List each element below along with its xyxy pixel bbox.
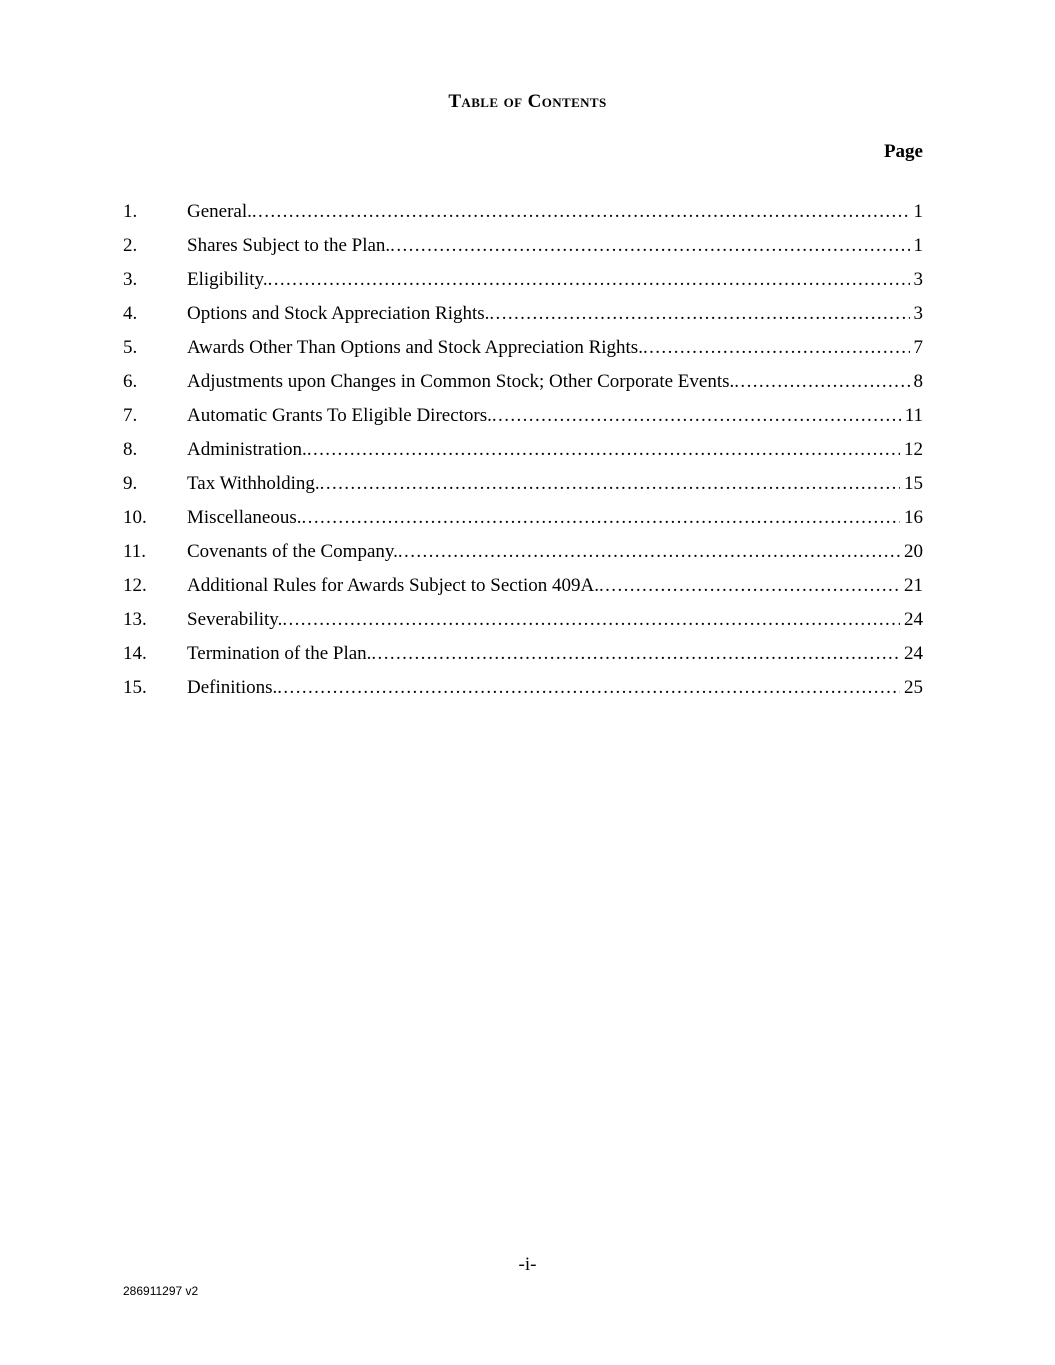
toc-entry-page: 25	[904, 677, 923, 698]
toc-entry-number: 5.	[123, 337, 138, 358]
footer-page-number: -i-	[518, 1254, 537, 1275]
toc-entry-page: 16	[904, 507, 923, 528]
toc-dot-leader	[302, 501, 900, 535]
toc-entry-title: Awards Other Than Options and Stock Appreciation Rights.	[187, 337, 643, 358]
toc-entry	[123, 297, 923, 331]
toc-entry-page: 24	[904, 643, 923, 664]
toc-entry-page: 12	[904, 439, 923, 460]
toc-entry-number: 10.	[123, 507, 147, 528]
toc-entry-title: Additional Rules for Awards Subject to Section 409A.	[187, 575, 599, 596]
toc-entry-number: 15.	[123, 677, 147, 698]
toc-entry-title: Shares Subject to the Plan.	[187, 235, 391, 256]
toc-entry-number: 9.	[123, 473, 138, 494]
toc-dot-leader	[489, 297, 909, 331]
toc-dot-leader	[734, 365, 909, 399]
toc-entry-title: Automatic Grants To Eligible Directors.	[187, 405, 492, 426]
toc-dot-leader	[320, 467, 900, 501]
toc-dot-leader	[282, 603, 900, 637]
toc-entry-title: Eligibility.	[187, 269, 268, 290]
toc-entry	[123, 195, 923, 229]
toc-entry-page: 21	[904, 575, 923, 596]
toc-entry-title: Covenants of the Company.	[187, 541, 398, 562]
toc-entry-title: Adjustments upon Changes in Common Stock; Other Corporate Events.	[187, 371, 735, 392]
toc-entry-number: 4.	[123, 303, 138, 324]
toc-entry	[123, 229, 923, 263]
toc-entry-number: 3.	[123, 269, 138, 290]
toc-entry-number: 14.	[123, 643, 147, 664]
toc-entry-page: 3	[913, 303, 923, 324]
toc-entry-number: 6.	[123, 371, 138, 392]
toc-entry-number: 11.	[123, 541, 147, 562]
toc-dot-leader	[371, 637, 900, 671]
toc-entry-number: 8.	[123, 439, 138, 460]
toc-entry-title: Administration.	[187, 439, 307, 460]
toc-entry-page: 1	[913, 235, 923, 256]
toc-entry-title: Termination of the Plan.	[187, 643, 372, 664]
toc-entry-number: 13.	[123, 609, 147, 630]
toc-dot-leader	[599, 569, 900, 603]
toc-entry	[123, 637, 923, 671]
footer-doc-id: 286911297 v2	[123, 1284, 199, 1298]
toc-entry	[123, 263, 923, 297]
toc-entry	[123, 501, 923, 535]
toc-entry-title: General.	[187, 201, 252, 222]
toc-dot-leader	[492, 399, 901, 433]
toc-entry-page: 15	[904, 473, 923, 494]
toc-entry-number: 7.	[123, 405, 138, 426]
page-column-header: Page	[883, 141, 923, 162]
toc-entry-page: 3	[913, 269, 923, 290]
toc-entry	[123, 365, 923, 399]
toc-dot-leader	[307, 433, 900, 467]
toc-entry-number: 1.	[123, 201, 138, 222]
toc-entry-page: 24	[904, 609, 923, 630]
toc-entry-title: Tax Withholding.	[187, 473, 320, 494]
toc-entry-title: Definitions.	[187, 677, 278, 698]
toc-entry-title: Severability.	[187, 609, 283, 630]
toc-entry	[123, 331, 923, 365]
toc-entry-title: Miscellaneous.	[187, 507, 302, 528]
toc-entry-page: 20	[904, 541, 923, 562]
toc-dot-leader	[643, 331, 910, 365]
toc-dot-leader	[390, 229, 909, 263]
toc-entry	[123, 467, 923, 501]
toc-entry-number: 2.	[123, 235, 138, 256]
toc-entry	[123, 603, 923, 637]
toc-entry	[123, 569, 923, 603]
toc-entry	[123, 399, 923, 433]
toc-dot-leader	[252, 195, 910, 229]
toc-dot-leader	[268, 263, 910, 297]
toc-entry-page: 8	[913, 371, 923, 392]
toc-entry	[123, 535, 923, 569]
toc-dot-leader	[277, 671, 900, 705]
toc-dot-leader	[398, 535, 900, 569]
table-of-contents	[123, 195, 923, 705]
toc-entry	[123, 671, 923, 705]
page-title: Table of Contents	[448, 91, 607, 112]
toc-entry-number: 12.	[123, 575, 147, 596]
toc-entry-page: 7	[913, 337, 923, 358]
toc-entry-page: 1	[913, 201, 923, 222]
toc-entry-title: Options and Stock Appreciation Rights.	[187, 303, 490, 324]
toc-entry-page: 11	[904, 405, 923, 426]
toc-entry	[123, 433, 923, 467]
